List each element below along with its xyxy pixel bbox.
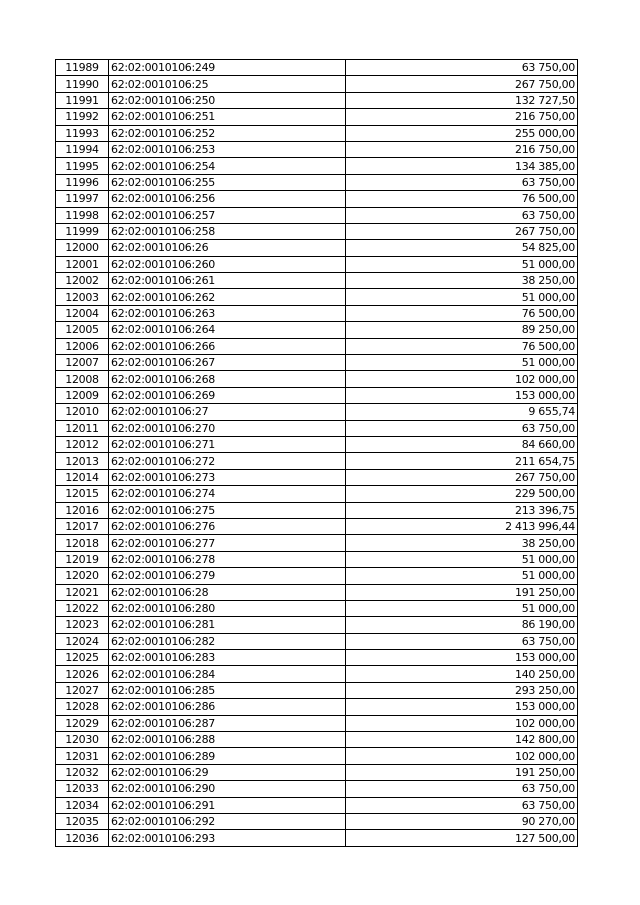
table-row <box>56 650 578 666</box>
table-row <box>56 273 578 289</box>
cadastral-value-cell: 127 500,00 <box>346 830 578 846</box>
cadastral-value-cell: 140 250,00 <box>346 666 578 682</box>
row-number-cell: 12023 <box>56 617 109 633</box>
cadastral-number-cell: 62:02:0010106:270 <box>109 420 346 436</box>
cadastral-value-cell: 51 000,00 <box>346 289 578 305</box>
table-row <box>56 682 578 698</box>
cadastral-number-cell: 62:02:0010106:284 <box>109 666 346 682</box>
cadastral-number-cell: 62:02:0010106:257 <box>109 207 346 223</box>
row-number-cell: 12031 <box>56 748 109 764</box>
table-row <box>56 92 578 108</box>
table-row <box>56 420 578 436</box>
cadastral-value-cell: 255 000,00 <box>346 125 578 141</box>
cadastral-value-cell: 102 000,00 <box>346 715 578 731</box>
row-number-cell: 12002 <box>56 273 109 289</box>
cadastral-number-cell: 62:02:0010106:286 <box>109 699 346 715</box>
row-number-cell: 12016 <box>56 502 109 518</box>
row-number-cell: 12011 <box>56 420 109 436</box>
row-number-cell: 12036 <box>56 830 109 846</box>
cadastral-number-cell: 62:02:0010106:274 <box>109 486 346 502</box>
cadastral-number-cell: 62:02:0010106:26 <box>109 240 346 256</box>
row-number-cell: 12001 <box>56 256 109 272</box>
cadastral-value-cell: 153 000,00 <box>346 387 578 403</box>
cadastral-number-cell: 62:02:0010106:287 <box>109 715 346 731</box>
table-row <box>56 502 578 518</box>
table-row <box>56 568 578 584</box>
cadastral-value-cell: 51 000,00 <box>346 600 578 616</box>
cadastral-number-cell: 62:02:0010106:280 <box>109 600 346 616</box>
table-row <box>56 764 578 780</box>
table-row <box>56 748 578 764</box>
table-row <box>56 732 578 748</box>
table-row <box>56 125 578 141</box>
cadastral-value-cell: 216 750,00 <box>346 141 578 157</box>
table-row <box>56 174 578 190</box>
cadastral-number-cell: 62:02:0010106:264 <box>109 322 346 338</box>
row-number-cell: 12026 <box>56 666 109 682</box>
cadastral-value-cell: 2 413 996,44 <box>346 518 578 534</box>
cadastral-value-cell: 211 654,75 <box>346 453 578 469</box>
cadastral-value-cell: 153 000,00 <box>346 650 578 666</box>
row-number-cell: 11998 <box>56 207 109 223</box>
cadastral-value-cell: 84 660,00 <box>346 436 578 452</box>
table-row <box>56 355 578 371</box>
cadastral-number-cell: 62:02:0010106:256 <box>109 191 346 207</box>
row-number-cell: 12027 <box>56 682 109 698</box>
cadastral-value-cell: 216 750,00 <box>346 109 578 125</box>
cadastral-number-cell: 62:02:0010106:282 <box>109 633 346 649</box>
cadastral-value-cell: 63 750,00 <box>346 174 578 190</box>
cadastral-value-cell: 267 750,00 <box>346 469 578 485</box>
cadastral-value-cell: 86 190,00 <box>346 617 578 633</box>
row-number-cell: 12032 <box>56 764 109 780</box>
cadastral-number-cell: 62:02:0010106:293 <box>109 830 346 846</box>
table-row <box>56 633 578 649</box>
cadastral-number-cell: 62:02:0010106:249 <box>109 60 346 76</box>
cadastral-number-cell: 62:02:0010106:28 <box>109 584 346 600</box>
table-row <box>56 158 578 174</box>
cadastral-number-cell: 62:02:0010106:271 <box>109 436 346 452</box>
cadastral-number-cell: 62:02:0010106:281 <box>109 617 346 633</box>
table-row <box>56 813 578 829</box>
cadastral-number-cell: 62:02:0010106:268 <box>109 371 346 387</box>
cadastral-value-cell: 102 000,00 <box>346 748 578 764</box>
row-number-cell: 12015 <box>56 486 109 502</box>
cadastral-value-cell: 38 250,00 <box>346 273 578 289</box>
table-row <box>56 797 578 813</box>
row-number-cell: 12008 <box>56 371 109 387</box>
cadastral-value-cell: 38 250,00 <box>346 535 578 551</box>
cadastral-value-cell: 153 000,00 <box>346 699 578 715</box>
row-number-cell: 11990 <box>56 76 109 92</box>
cadastral-number-cell: 62:02:0010106:252 <box>109 125 346 141</box>
row-number-cell: 12020 <box>56 568 109 584</box>
row-number-cell: 11992 <box>56 109 109 125</box>
row-number-cell: 12024 <box>56 633 109 649</box>
row-number-cell: 12028 <box>56 699 109 715</box>
table-row <box>56 436 578 452</box>
cadastral-value-cell: 63 750,00 <box>346 633 578 649</box>
cadastral-value-cell: 132 727,50 <box>346 92 578 108</box>
cadastral-number-cell: 62:02:0010106:273 <box>109 469 346 485</box>
row-number-cell: 12033 <box>56 781 109 797</box>
cadastral-number-cell: 62:02:0010106:289 <box>109 748 346 764</box>
cadastral-value-cell: 76 500,00 <box>346 191 578 207</box>
cadastral-value-cell: 213 396,75 <box>346 502 578 518</box>
cadastral-number-cell: 62:02:0010106:288 <box>109 732 346 748</box>
table-row <box>56 256 578 272</box>
table-row <box>56 666 578 682</box>
table-body <box>56 60 578 847</box>
cadastral-value-cell: 89 250,00 <box>346 322 578 338</box>
cadastral-number-cell: 62:02:0010106:254 <box>109 158 346 174</box>
table-row <box>56 453 578 469</box>
table-row <box>56 207 578 223</box>
row-number-cell: 12030 <box>56 732 109 748</box>
row-number-cell: 12005 <box>56 322 109 338</box>
table-row <box>56 830 578 846</box>
table-row <box>56 518 578 534</box>
cadastral-number-cell: 62:02:0010106:255 <box>109 174 346 190</box>
cadastral-value-cell: 102 000,00 <box>346 371 578 387</box>
table-row <box>56 371 578 387</box>
table-row <box>56 109 578 125</box>
cadastral-number-cell: 62:02:0010106:25 <box>109 76 346 92</box>
cadastral-number-cell: 62:02:0010106:278 <box>109 551 346 567</box>
cadastral-number-cell: 62:02:0010106:275 <box>109 502 346 518</box>
row-number-cell: 11999 <box>56 223 109 239</box>
table-row <box>56 338 578 354</box>
cadastral-value-cell: 63 750,00 <box>346 207 578 223</box>
table-row <box>56 584 578 600</box>
cadastral-value-table <box>55 59 578 847</box>
row-number-cell: 12010 <box>56 404 109 420</box>
cadastral-number-cell: 62:02:0010106:29 <box>109 764 346 780</box>
cadastral-number-cell: 62:02:0010106:290 <box>109 781 346 797</box>
row-number-cell: 12021 <box>56 584 109 600</box>
cadastral-number-cell: 62:02:0010106:283 <box>109 650 346 666</box>
row-number-cell: 12004 <box>56 305 109 321</box>
cadastral-number-cell: 62:02:0010106:285 <box>109 682 346 698</box>
row-number-cell: 11989 <box>56 60 109 76</box>
table-row <box>56 535 578 551</box>
table-row <box>56 781 578 797</box>
cadastral-value-cell: 134 385,00 <box>346 158 578 174</box>
table-row <box>56 469 578 485</box>
row-number-cell: 12034 <box>56 797 109 813</box>
row-number-cell: 12025 <box>56 650 109 666</box>
cadastral-value-cell: 9 655,74 <box>346 404 578 420</box>
cadastral-value-cell: 54 825,00 <box>346 240 578 256</box>
cadastral-number-cell: 62:02:0010106:276 <box>109 518 346 534</box>
row-number-cell: 12007 <box>56 355 109 371</box>
cadastral-number-cell: 62:02:0010106:251 <box>109 109 346 125</box>
cadastral-value-cell: 293 250,00 <box>346 682 578 698</box>
cadastral-number-cell: 62:02:0010106:258 <box>109 223 346 239</box>
table-row <box>56 240 578 256</box>
row-number-cell: 11991 <box>56 92 109 108</box>
table-row <box>56 141 578 157</box>
cadastral-number-cell: 62:02:0010106:260 <box>109 256 346 272</box>
row-number-cell: 12029 <box>56 715 109 731</box>
row-number-cell: 12006 <box>56 338 109 354</box>
table-row <box>56 387 578 403</box>
row-number-cell: 12019 <box>56 551 109 567</box>
row-number-cell: 12018 <box>56 535 109 551</box>
table-row <box>56 289 578 305</box>
table-row <box>56 322 578 338</box>
row-number-cell: 11993 <box>56 125 109 141</box>
cadastral-value-cell: 191 250,00 <box>346 584 578 600</box>
cadastral-number-cell: 62:02:0010106:250 <box>109 92 346 108</box>
cadastral-value-cell: 63 750,00 <box>346 60 578 76</box>
cadastral-value-cell: 142 800,00 <box>346 732 578 748</box>
cadastral-value-cell: 267 750,00 <box>346 76 578 92</box>
cadastral-value-cell: 76 500,00 <box>346 338 578 354</box>
cadastral-number-cell: 62:02:0010106:263 <box>109 305 346 321</box>
cadastral-value-cell: 51 000,00 <box>346 551 578 567</box>
cadastral-number-cell: 62:02:0010106:269 <box>109 387 346 403</box>
table-row <box>56 60 578 76</box>
table-row <box>56 699 578 715</box>
row-number-cell: 12014 <box>56 469 109 485</box>
row-number-cell: 12013 <box>56 453 109 469</box>
table-row <box>56 223 578 239</box>
cadastral-value-cell: 90 270,00 <box>346 813 578 829</box>
cadastral-value-cell: 267 750,00 <box>346 223 578 239</box>
cadastral-number-cell: 62:02:0010106:277 <box>109 535 346 551</box>
cadastral-number-cell: 62:02:0010106:266 <box>109 338 346 354</box>
row-number-cell: 11995 <box>56 158 109 174</box>
cadastral-value-cell: 63 750,00 <box>346 797 578 813</box>
row-number-cell: 12003 <box>56 289 109 305</box>
cadastral-number-cell: 62:02:0010106:291 <box>109 797 346 813</box>
cadastral-value-cell: 63 750,00 <box>346 420 578 436</box>
cadastral-value-cell: 51 000,00 <box>346 568 578 584</box>
table-row <box>56 617 578 633</box>
row-number-cell: 11997 <box>56 191 109 207</box>
row-number-cell: 12022 <box>56 600 109 616</box>
row-number-cell: 12035 <box>56 813 109 829</box>
cadastral-number-cell: 62:02:0010106:279 <box>109 568 346 584</box>
cadastral-number-cell: 62:02:0010106:262 <box>109 289 346 305</box>
row-number-cell: 12009 <box>56 387 109 403</box>
cadastral-value-cell: 229 500,00 <box>346 486 578 502</box>
row-number-cell: 12017 <box>56 518 109 534</box>
table-row <box>56 404 578 420</box>
row-number-cell: 12012 <box>56 436 109 452</box>
cadastral-value-cell: 63 750,00 <box>346 781 578 797</box>
table-row <box>56 191 578 207</box>
cadastral-value-cell: 51 000,00 <box>346 355 578 371</box>
cadastral-number-cell: 62:02:0010106:27 <box>109 404 346 420</box>
cadastral-number-cell: 62:02:0010106:267 <box>109 355 346 371</box>
row-number-cell: 11994 <box>56 141 109 157</box>
table-row <box>56 76 578 92</box>
table-row <box>56 600 578 616</box>
cadastral-number-cell: 62:02:0010106:253 <box>109 141 346 157</box>
cadastral-value-cell: 191 250,00 <box>346 764 578 780</box>
cadastral-number-cell: 62:02:0010106:292 <box>109 813 346 829</box>
table-row <box>56 715 578 731</box>
table-row <box>56 486 578 502</box>
cadastral-number-cell: 62:02:0010106:261 <box>109 273 346 289</box>
row-number-cell: 12000 <box>56 240 109 256</box>
cadastral-value-cell: 76 500,00 <box>346 305 578 321</box>
table-row <box>56 305 578 321</box>
cadastral-value-cell: 51 000,00 <box>346 256 578 272</box>
cadastral-number-cell: 62:02:0010106:272 <box>109 453 346 469</box>
table-row <box>56 551 578 567</box>
row-number-cell: 11996 <box>56 174 109 190</box>
